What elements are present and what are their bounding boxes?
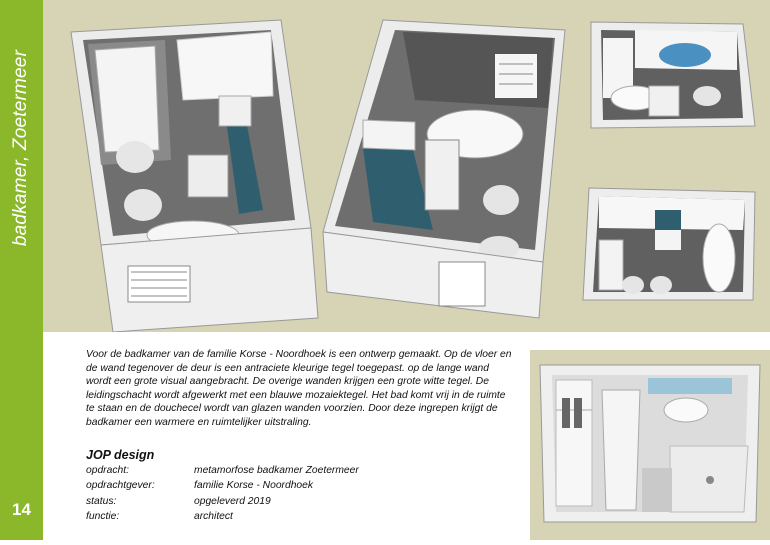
render-topview-1 bbox=[71, 20, 318, 332]
detail-label: status: bbox=[86, 495, 117, 507]
detail-value: architect bbox=[194, 510, 233, 522]
detail-row-opdracht bbox=[86, 465, 359, 480]
project-title: badkamer, Zoetermeer bbox=[10, 49, 32, 247]
render-images-area bbox=[43, 0, 770, 332]
detail-value: opgeleverd 2019 bbox=[194, 495, 271, 507]
render-thumbnail bbox=[530, 350, 770, 540]
project-details bbox=[86, 465, 359, 526]
detail-row-opdrachtgever bbox=[86, 480, 359, 495]
detail-value: metamorfose badkamer Zoetermeer bbox=[194, 465, 359, 476]
sidebar-title bbox=[0, 18, 43, 278]
render-small-1 bbox=[591, 22, 755, 128]
detail-label: functie: bbox=[86, 510, 120, 522]
detail-row-functie bbox=[86, 511, 359, 526]
bathroom-renders bbox=[43, 0, 770, 332]
project-description: Voor de badkamer van de familie Korse - Noordhoek is een ontwerp gemaakt. Op de vloer en de wand tegenover de deur is een antraciete kleurige tegel toegepast. op de lange wand wordt een grote visual aangebracht. De overige wanden krijgen een grote witte tegel. De leidingschacht wordt afgewerkt met een blauwe mozaiektegel. Het bad komt vrij in de ruimte te staan en de douchecel wordt van glazen wanden voorzien. Door deze ingrepen krijgt de badkamer een warmere en ruimtelijker uitstraling. bbox=[86, 349, 512, 428]
bathroom-render-small bbox=[530, 350, 770, 540]
render-small-2 bbox=[583, 188, 755, 300]
detail-row-status bbox=[86, 496, 359, 511]
detail-label: opdracht: bbox=[86, 465, 129, 476]
detail-value: familie Korse - Noordhoek bbox=[194, 480, 314, 492]
sidebar bbox=[0, 0, 43, 540]
render-topview-2 bbox=[323, 20, 565, 318]
page-number: 14 bbox=[12, 500, 31, 519]
firm-name: JOP design bbox=[86, 448, 155, 462]
detail-label: opdrachtgever: bbox=[86, 480, 155, 492]
